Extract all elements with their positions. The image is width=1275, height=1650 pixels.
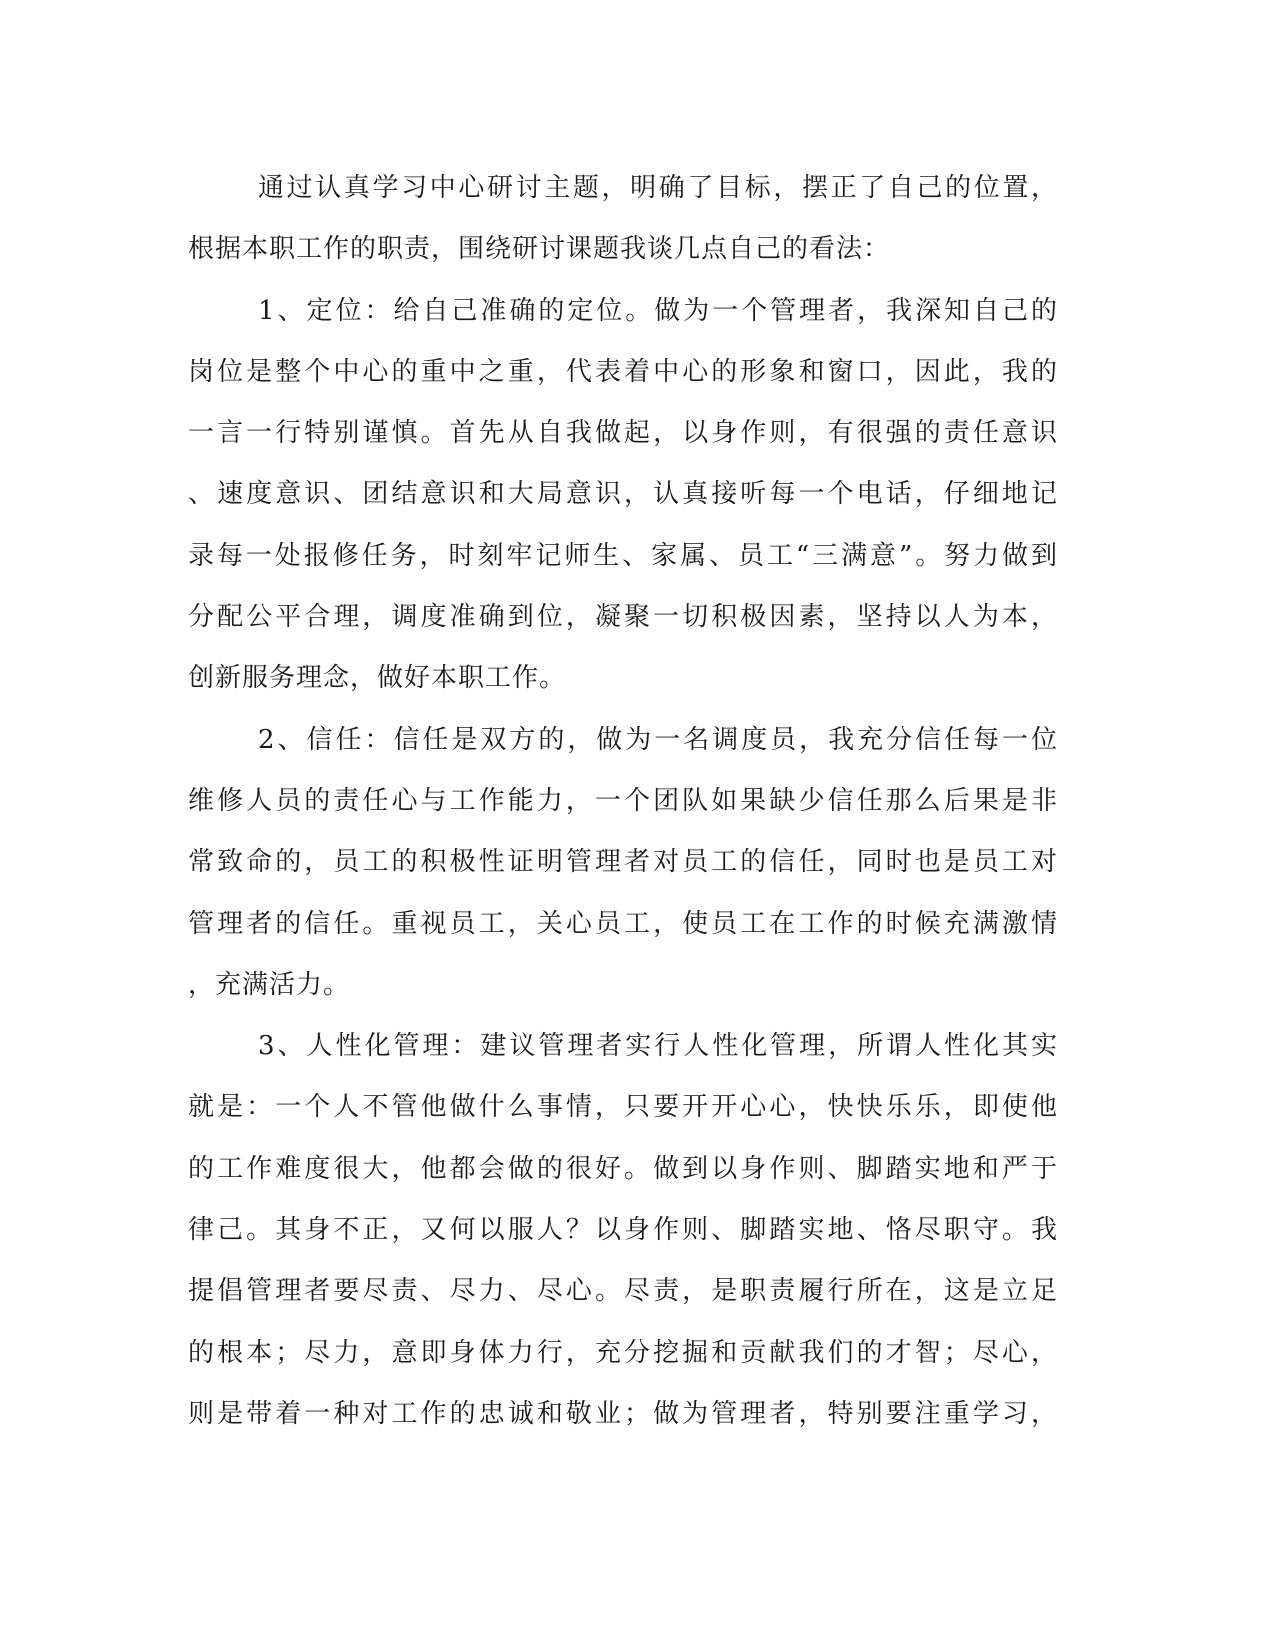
text-line: 常致命的，员工的积极性证明管理者对员工的信任，同时也是员工对	[188, 847, 1058, 878]
text-line: 则是带着一种对工作的忠诚和敬业；做为管理者，特别要注重学习，	[188, 1398, 1058, 1429]
text-line: 维修人员的责任心与工作能力，一个团队如果缺少信任那么后果是非	[188, 785, 1058, 816]
text-line: 2、信任：信任是双方的，做为一名调度员，我充分信任每一位	[258, 724, 1058, 755]
text-line: 1、定位：给自己准确的定位。做为一个管理者，我深知自己的	[258, 295, 1058, 326]
text-line: 岗位是整个中心的重中之重，代表着中心的形象和窗口，因此，我的	[188, 356, 1058, 387]
text-line: 分配公平合理，调度准确到位，凝聚一切积极因素，坚持以人为本，	[188, 602, 1058, 633]
body-text	[188, 158, 1058, 1445]
text-line: 的工作难度很大，他都会做的很好。做到以身作则、脚踏实地和严于	[188, 1153, 1058, 1184]
text-line: 录每一处报修任务，时刻牢记师生、家属、员工“三满意”。努力做到	[188, 540, 1058, 571]
text-line: 就是：一个人不管他做什么事情，只要开开心心，快快乐乐，即使他	[188, 1092, 1058, 1123]
text-line: ，充满活力。	[188, 969, 351, 1000]
text-line: 管理者的信任。重视员工，关心员工，使员工在工作的时候充满激情	[188, 908, 1058, 939]
text-line: 根据本职工作的职责，围绕研讨课题我谈几点自己的看法：	[188, 234, 891, 265]
text-line: 的根本；尽力，意即身体力行，充分挖掘和贡献我们的才智；尽心，	[188, 1337, 1058, 1368]
text-line: 一言一行特别谨慎。首先从自我做起，以身作则，有很强的责任意识	[188, 418, 1058, 449]
text-line: 律己。其身不正，又何以服人？以身作则、脚踏实地、恪尽职守。我	[188, 1215, 1058, 1246]
text-line: 创新服务理念，做好本职工作。	[188, 663, 567, 694]
text-line: 提倡管理者要尽责、尽力、尽心。尽责，是职责履行所在，这是立足	[188, 1276, 1058, 1307]
text-line: 3、人性化管理：建议管理者实行人性化管理，所谓人性化其实	[258, 1031, 1058, 1062]
text-line: 通过认真学习中心研讨主题，明确了目标，摆正了自己的位置，	[258, 173, 1058, 203]
text-line: 、速度意识、团结意识和大局意识，认真接听每一个电话，仔细地记	[188, 479, 1058, 510]
